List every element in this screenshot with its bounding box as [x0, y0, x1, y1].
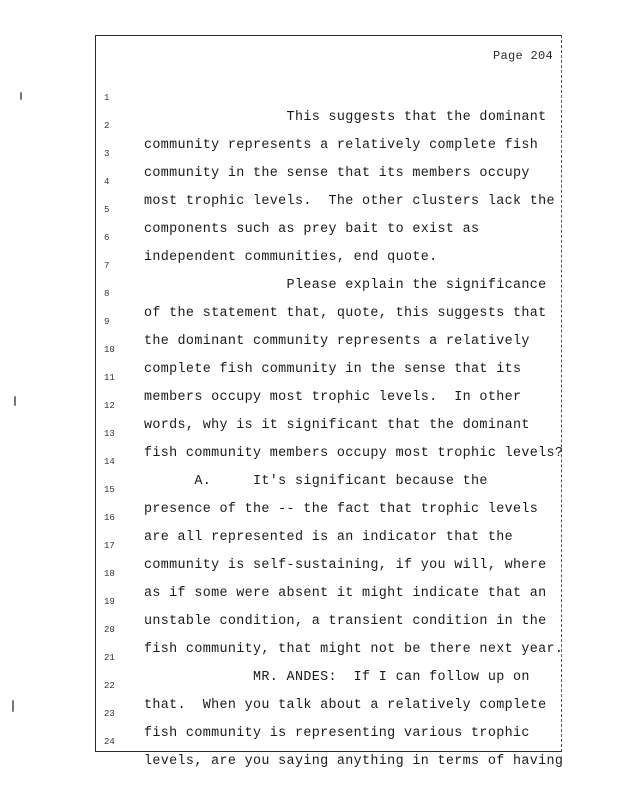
line-text: levels, are you saying anything in terms of having	[144, 754, 564, 769]
line-number: 7	[104, 261, 110, 271]
transcript-page	[95, 35, 564, 769]
line-text: fish community is representing various trophic	[144, 726, 530, 741]
line-number: 23	[104, 709, 115, 719]
line-text: fish community, that might not be there next year.	[144, 642, 564, 657]
line-number: 19	[104, 597, 115, 607]
line-text: members occupy most trophic levels. In other	[144, 390, 522, 405]
line-text: most trophic levels. The other clusters lack the	[144, 194, 555, 209]
line-text: independent communities, end quote.	[144, 250, 438, 265]
line-number: 22	[104, 681, 115, 691]
scan-speck	[12, 700, 14, 712]
line-number: 11	[104, 373, 115, 383]
line-number: 2	[104, 121, 110, 131]
line-number: 24	[104, 737, 115, 747]
line-number: 15	[104, 485, 115, 495]
line-number: 3	[104, 149, 110, 159]
line-number: 20	[104, 625, 115, 635]
line-number: 5	[104, 205, 110, 215]
line-text: complete fish community in the sense that its	[144, 362, 522, 377]
line-text: components such as prey bait to exist as	[144, 222, 480, 237]
line-text: Please explain the significance	[144, 278, 547, 293]
line-number: 18	[104, 569, 115, 579]
line-number: 6	[104, 233, 110, 243]
line-number: 1	[104, 93, 110, 103]
line-text: fish community members occupy most trophic levels?	[144, 446, 564, 461]
line-text: words, why is it significant that the dominant	[144, 418, 530, 433]
line-text: of the statement that, quote, this suggests that	[144, 306, 547, 321]
line-number: 12	[104, 401, 115, 411]
line-text: as if some were absent it might indicate that an	[144, 586, 547, 601]
line-text: presence of the -- the fact that trophic levels	[144, 502, 539, 517]
line-number: 17	[104, 541, 115, 551]
line-number: 14	[104, 457, 115, 467]
line-text: that. When you talk about a relatively complete	[144, 698, 547, 713]
line-text: community is self-sustaining, if you will, where	[144, 558, 547, 573]
line-text: MR. ANDES: If I can follow up on	[144, 670, 530, 685]
line-text: This suggests that the dominant	[144, 110, 547, 125]
line-number: 13	[104, 429, 115, 439]
line-text: are all represented is an indicator that the	[144, 530, 513, 545]
line-number: 16	[104, 513, 115, 523]
line-number: 21	[104, 653, 115, 663]
line-number: 9	[104, 317, 110, 327]
line-text: unstable condition, a transient condition in the	[144, 614, 547, 629]
line-text: the dominant community represents a relatively	[144, 334, 530, 349]
line-text: community represents a relatively complete fish	[144, 138, 539, 153]
line-number: 8	[104, 289, 110, 299]
line-text: A. It's significant because the	[144, 474, 488, 489]
line-number: 4	[104, 177, 110, 187]
transcript-line	[96, 68, 563, 125]
line-text: community in the sense that its members occupy	[144, 166, 530, 181]
scan-speck	[20, 92, 22, 100]
page-number: Page 204	[492, 49, 553, 63]
scan-speck	[14, 396, 16, 406]
line-number: 10	[104, 345, 115, 355]
